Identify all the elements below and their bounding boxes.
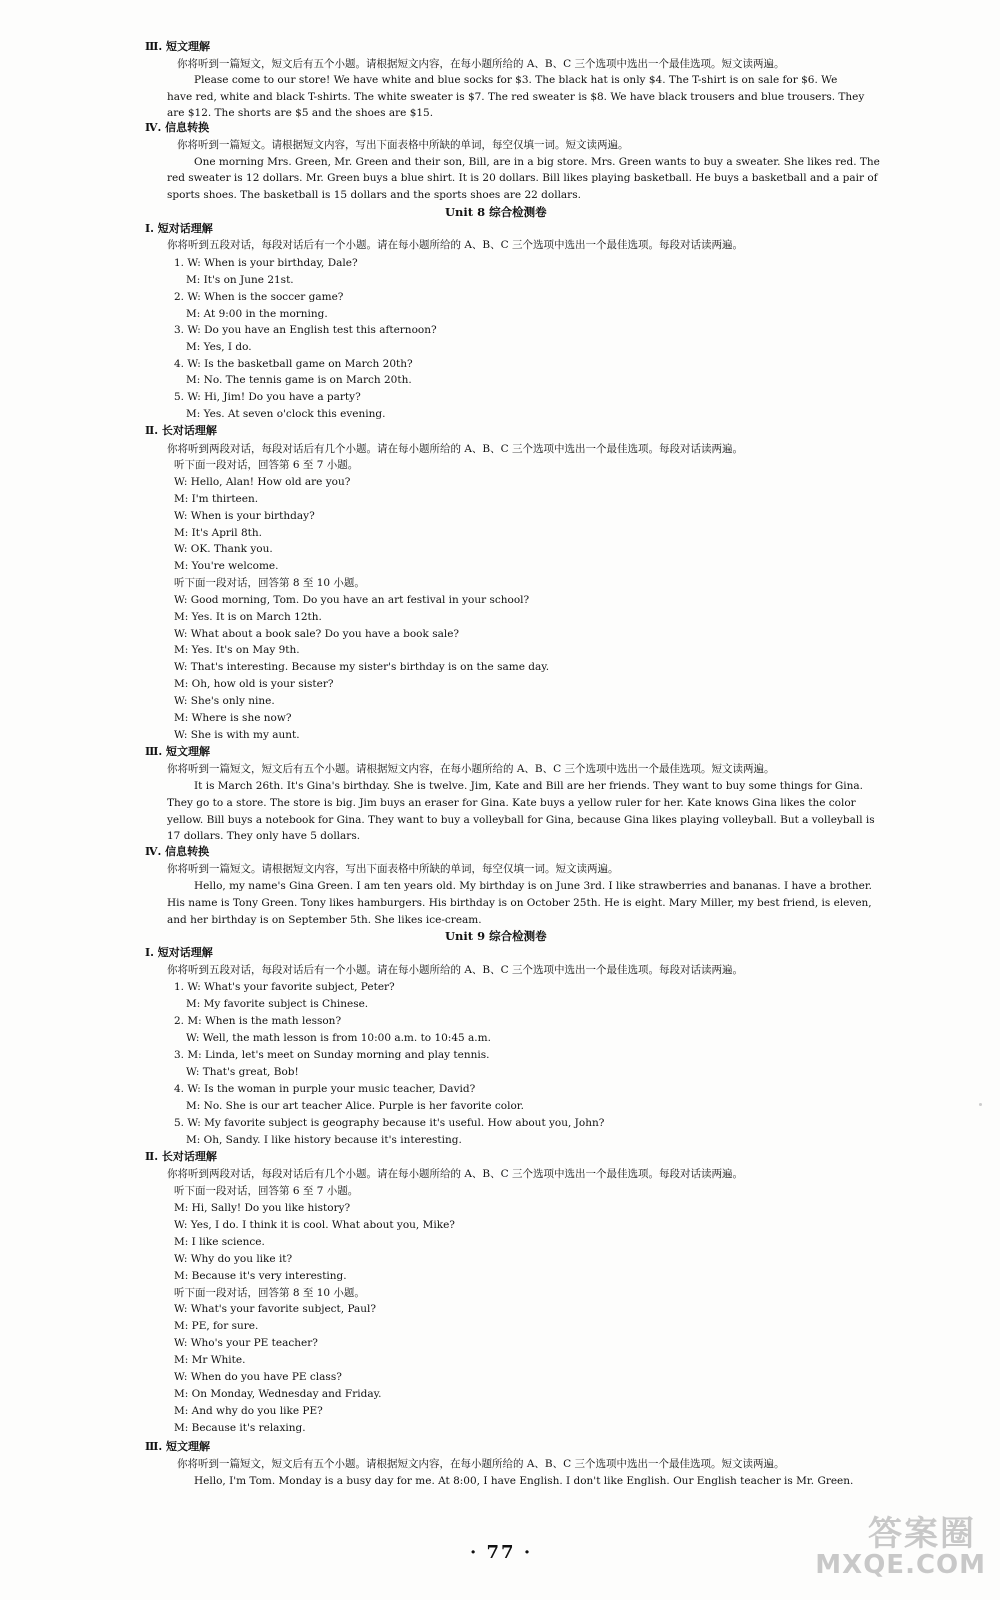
text-line: M: Oh, how old is your sister? xyxy=(174,678,334,690)
text-line: M: Yes. It's on May 9th. xyxy=(174,644,300,656)
section-heading: Ⅰ. 短对话理解 xyxy=(145,946,213,959)
text-line: 你将听到一篇短文，短文后有五个小题。请根据短文内容，在每小题所给的 A、B、C 三个选项中选出一个最佳选项。短文读两遍。 xyxy=(177,1458,785,1470)
text-line: W: She's only nine. xyxy=(174,695,275,707)
text-line: M: Because it's relaxing. xyxy=(174,1422,306,1434)
text-line: 2. M: When is the math lesson? xyxy=(174,1015,342,1027)
text-line: It is March 26th. It's Gina's birthday. She is twelve. Jim, Kate and Bill are her friends. They want to buy some things for Gina. xyxy=(194,780,864,792)
text-line: 5. W: Hi, Jim! Do you have a party? xyxy=(174,391,361,403)
text-line: 听下面一段对话，回答第 6 至 7 小题。 xyxy=(174,459,359,471)
text-line: 4. W: Is the woman in purple your music teacher, David? xyxy=(174,1083,476,1095)
text-line: W: When is your birthday? xyxy=(174,510,315,522)
text-line: W: Well, the math lesson is from 10:00 a.m. to 10:45 a.m. xyxy=(186,1032,491,1044)
text-line: M: Yes. It is on March 12th. xyxy=(174,611,322,623)
text-line: M: At 9:00 in the morning. xyxy=(186,308,328,320)
text-line: M: Yes. At seven o'clock this evening. xyxy=(186,408,386,420)
section-title: Unit 8 综合检测卷 xyxy=(445,205,547,219)
text-line: yellow. Bill buys a notebook for Gina. They want to buy a volleyball for Gina, because Gina likes playing volleyball. But a volleyball is xyxy=(167,814,875,826)
text-line: red sweater is 12 dollars. Mr. Green buys a blue shirt. It is 20 dollars. Bill likes playing basketball. He buys a basketball and a pair of xyxy=(167,172,878,184)
text-line: M: PE, for sure. xyxy=(174,1320,259,1332)
text-line: W: She is with my aunt. xyxy=(174,729,300,741)
text-line: 1. W: When is your birthday, Dale? xyxy=(174,257,358,269)
text-line: 你将听到一篇短文，短文后有五个小题。请根据短文内容，在每小题所给的 A、B、C 三个选项中选出一个最佳选项。短文读两遍。 xyxy=(167,763,775,775)
text-line: W: Why do you like it? xyxy=(174,1253,293,1265)
section-heading: Ⅲ. 短文理解 xyxy=(145,40,211,53)
text-line: W: Hello, Alan! How old are you? xyxy=(174,476,351,488)
text-line: 你将听到五段对话，每段对话后有一个小题。请在每小题所给的 A、B、C 三个选项中选出一个最佳选项。每段对话读两遍。 xyxy=(167,964,744,976)
section-heading: Ⅲ. 短文理解 xyxy=(145,745,211,758)
section-heading: Ⅱ. 长对话理解 xyxy=(145,424,217,437)
text-line: W: Yes, I do. I think it is cool. What about you, Mike? xyxy=(174,1219,455,1231)
text-line: W: OK. Thank you. xyxy=(174,543,273,555)
text-line: M: My favorite subject is Chinese. xyxy=(186,998,369,1010)
text-line: 3. M: Linda, let's meet on Sunday morning and play tennis. xyxy=(174,1049,490,1061)
text-line: M: No. She is our art teacher Alice. Purple is her favorite color. xyxy=(186,1100,524,1112)
section-heading: Ⅰ. 短对话理解 xyxy=(145,222,213,235)
text-line: His name is Tony Green. Tony likes hamburgers. His birthday is on October 25th. He is eight. Mary Miller, my best friend, is eleven, xyxy=(167,897,872,909)
text-line: 听下面一段对话，回答第 6 至 7 小题。 xyxy=(174,1185,359,1197)
text-line: They go to a store. The store is big. Jim buys an eraser for Gina. Kate buys a yellow ruler for her. Kate knows Gina likes the color xyxy=(167,797,856,809)
watermark-top: 答案圈 xyxy=(868,1514,976,1554)
text-line: 听下面一段对话，回答第 8 至 10 小题。 xyxy=(174,577,365,589)
section-heading: Ⅲ. 短文理解 xyxy=(145,1440,211,1453)
text-line: M: It's April 8th. xyxy=(174,527,262,539)
text-line: 3. W: Do you have an English test this afternoon? xyxy=(174,324,437,336)
text-line: Hello, I'm Tom. Monday is a busy day for me. At 8:00, I have English. I don't like English. Our English teacher is Mr. Green. xyxy=(194,1475,854,1487)
text-line: 1. W: What's your favorite subject, Peter? xyxy=(174,981,395,993)
text-line: sports shoes. The basketball is 15 dollars and the sports shoes are 22 dollars. xyxy=(167,189,581,201)
text-line: M: I'm thirteen. xyxy=(174,493,259,505)
text-line: 4. W: Is the basketball game on March 20th? xyxy=(174,358,413,370)
section-heading: Ⅳ. 信息转换 xyxy=(145,845,210,858)
text-line: 2. W: When is the soccer game? xyxy=(174,291,344,303)
text-line: are $12. The shorts are $5 and the shoes are $15. xyxy=(167,107,434,119)
text-line: 你将听到两段对话，每段对话后有几个小题。请在每小题所给的 A、B、C 三个选项中选出一个最佳选项。每段对话读两遍。 xyxy=(167,1168,744,1180)
text-line: W: Who's your PE teacher? xyxy=(174,1337,318,1349)
text-line: Hello, my name's Gina Green. I am ten years old. My birthday is on June 3rd. I like strawberries and bananas. I have a brother. xyxy=(194,880,873,892)
text-line: Please come to our store! We have white and blue socks for $3. The black hat is only $4. The T-shirt is on sale for $6. We xyxy=(194,74,838,86)
text-line: 你将听到一篇短文。请根据短文内容，写出下面表格中所缺的单词，每空仅填一词。短文读两遍。 xyxy=(177,139,629,151)
text-line: M: And why do you like PE? xyxy=(174,1405,323,1417)
text-line: M: I like science. xyxy=(174,1236,265,1248)
text-line: W: What's your favorite subject, Paul? xyxy=(174,1303,377,1315)
section-heading: Ⅳ. 信息转换 xyxy=(145,121,210,134)
page-number: · 77 · xyxy=(470,1542,533,1563)
section-title: Unit 9 综合检测卷 xyxy=(445,929,547,943)
scan-speck xyxy=(979,1103,982,1106)
text-line: M: Oh, Sandy. I like history because it's interesting. xyxy=(186,1134,462,1146)
watermark-bottom: MXQE.COM xyxy=(815,1550,986,1580)
text-line: M: Where is she now? xyxy=(174,712,292,724)
text-line: W: Good morning, Tom. Do you have an art festival in your school? xyxy=(174,594,530,606)
text-line: W: That's interesting. Because my sister's birthday is on the same day. xyxy=(174,661,550,673)
text-line: M: You're welcome. xyxy=(174,560,279,572)
text-line: 听下面一段对话，回答第 8 至 10 小题。 xyxy=(174,1287,365,1299)
text-line: M: Yes, I do. xyxy=(186,341,252,353)
text-line: W: That's great, Bob! xyxy=(186,1066,299,1078)
text-line: 你将听到五段对话，每段对话后有一个小题。请在每小题所给的 A、B、C 三个选项中选出一个最佳选项。每段对话读两遍。 xyxy=(167,239,744,251)
text-line: One morning Mrs. Green, Mr. Green and their son, Bill, are in a big store. Mrs. Green wants to buy a sweater. She likes red. The xyxy=(194,156,880,168)
section-heading: Ⅱ. 长对话理解 xyxy=(145,1150,217,1163)
text-line: 17 dollars. They only have 5 dollars. xyxy=(167,830,361,842)
text-line: and her birthday is on September 5th. She likes ice-cream. xyxy=(167,914,482,926)
text-line: W: What about a book sale? Do you have a book sale? xyxy=(174,628,460,640)
text-line: 你将听到一篇短文。请根据短文内容，写出下面表格中所缺的单词，每空仅填一词。短文读两遍。 xyxy=(167,863,619,875)
text-line: M: Because it's very interesting. xyxy=(174,1270,347,1282)
text-line: 你将听到两段对话，每段对话后有几个小题。请在每小题所给的 A、B、C 三个选项中选出一个最佳选项。每段对话读两遍。 xyxy=(167,443,744,455)
text-line: M: Mr White. xyxy=(174,1354,246,1366)
text-line: have red, white and black T-shirts. The white sweater is $7. The red sweater is $8. We have black trousers and blue trousers. They xyxy=(167,91,865,103)
text-line: M: It's on June 21st. xyxy=(186,274,294,286)
text-line: 5. W: My favorite subject is geography because it's useful. How about you, John? xyxy=(174,1117,605,1129)
text-line: W: When do you have PE class? xyxy=(174,1371,342,1383)
text-line: M: Hi, Sally! Do you like history? xyxy=(174,1202,351,1214)
text-line: M: No. The tennis game is on March 20th. xyxy=(186,374,412,386)
text-line: M: On Monday, Wednesday and Friday. xyxy=(174,1388,382,1400)
text-line: 你将听到一篇短文，短文后有五个小题。请根据短文内容，在每小题所给的 A、B、C 三个选项中选出一个最佳选项。短文读两遍。 xyxy=(177,58,785,70)
